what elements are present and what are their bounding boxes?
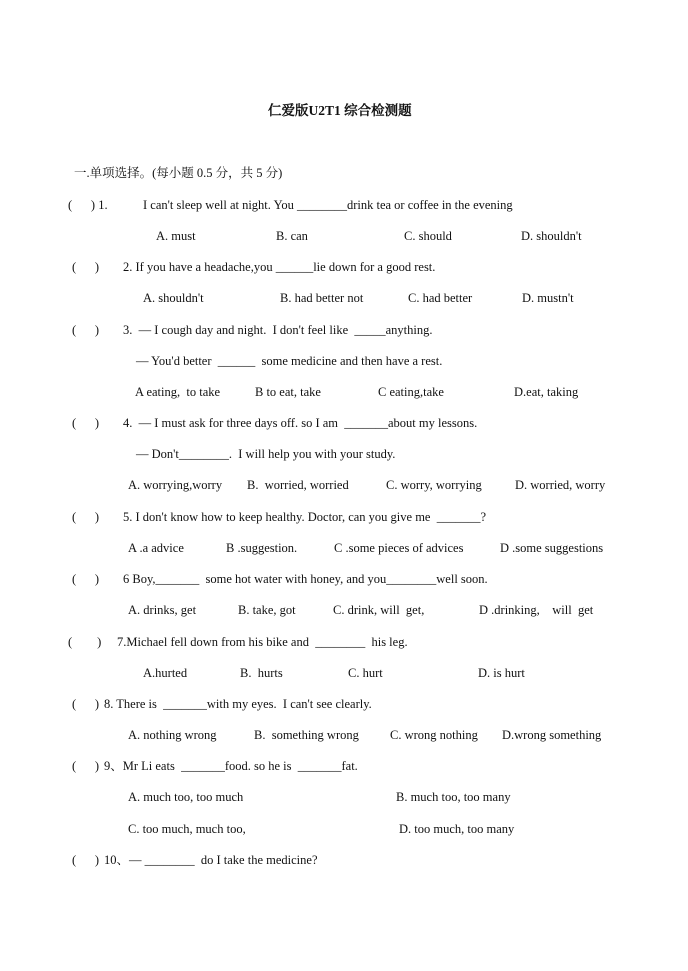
option-b: B. had better not: [280, 291, 364, 305]
option-a: A. much too, too much: [128, 790, 244, 804]
answer-blank: ( ): [72, 323, 100, 337]
option-d: D. mustn't: [522, 291, 574, 305]
option-a: A.hurted: [143, 666, 188, 680]
question-stem-reply: — Don't________. I will help you with your study.: [136, 447, 396, 461]
answer-blank: ( ): [72, 697, 100, 711]
page-title: 仁爱版U2T1 综合检测题: [268, 103, 412, 118]
option-b: B .suggestion.: [226, 541, 298, 555]
answer-blank: ( ) 1.: [68, 198, 108, 212]
option-a: A. shouldn't: [143, 291, 204, 305]
answer-blank: ( ): [72, 510, 100, 524]
option-d: D .drinking, will get: [479, 603, 594, 617]
question-stem: 3. — I cough day and night. I don't feel like _____anything.: [123, 323, 433, 337]
answer-blank: ( ): [72, 572, 100, 586]
question-stem: 6 Boy,_______ some hot water with honey, and you________well soon.: [123, 572, 488, 586]
question-stem: 4. — I must ask for three days off. so I am _______about my lessons.: [123, 416, 478, 430]
answer-blank: ( ): [72, 759, 100, 773]
option-b: B. hurts: [240, 666, 283, 680]
option-c: C. drink, will get,: [333, 603, 425, 617]
option-d: D. worried, worry: [515, 478, 606, 492]
option-b: B. worried, worried: [247, 478, 349, 492]
answer-blank: ( ): [72, 260, 100, 274]
option-d: D.eat, taking: [514, 385, 579, 399]
question-stem: 9、Mr Li eats _______food. so he is _______fat.: [104, 759, 358, 773]
option-d: D .some suggestions: [500, 541, 604, 555]
question-stem: 10、— ________ do I take the medicine?: [104, 853, 318, 867]
option-a: A. must: [156, 229, 196, 243]
option-d: D.wrong something: [502, 728, 602, 742]
answer-blank: ( ): [72, 853, 100, 867]
option-c: C eating,take: [378, 385, 444, 399]
question-stem: 5. I don't know how to keep healthy. Doctor, can you give me _______?: [123, 510, 487, 524]
option-d: D. shouldn't: [521, 229, 582, 243]
question-stem-reply: — You'd better ______ some medicine and then have a rest.: [136, 354, 443, 368]
option-c: C. too much, much too,: [128, 822, 246, 836]
option-d: D. is hurt: [478, 666, 525, 680]
answer-blank: ( ): [72, 416, 100, 430]
option-b: B to eat, take: [255, 385, 321, 399]
option-b: B. take, got: [238, 603, 296, 617]
question-stem: 2. If you have a headache,you ______lie down for a good rest.: [123, 260, 436, 274]
option-d: D. too much, too many: [399, 822, 515, 836]
option-a: A. nothing wrong: [128, 728, 217, 742]
option-a: A. worrying,worry: [128, 478, 223, 492]
option-a: A .a advice: [128, 541, 184, 555]
option-a: A eating, to take: [135, 385, 221, 399]
option-c: C. worry, worrying: [386, 478, 482, 492]
option-b: B. much too, too many: [396, 790, 511, 804]
option-c: C. had better: [408, 291, 473, 305]
section-heading: 一.单项选择。(每小题 0.5 分，共 5 分): [74, 166, 283, 180]
question-stem: I can't sleep well at night. You ________drink tea or coffee in the evening: [143, 198, 513, 212]
option-c: C. hurt: [348, 666, 383, 680]
option-c: C. wrong nothing: [390, 728, 478, 742]
option-b: B. can: [276, 229, 308, 243]
question-stem: 8. There is _______with my eyes. I can't see clearly.: [104, 697, 372, 711]
option-b: B. something wrong: [254, 728, 359, 742]
option-c: C. should: [404, 229, 452, 243]
option-a: A. drinks, get: [128, 603, 197, 617]
answer-blank: ( ): [68, 635, 102, 649]
option-c: C .some pieces of advices: [334, 541, 464, 555]
question-stem: 7.Michael fell down from his bike and ________ his leg.: [117, 635, 408, 649]
